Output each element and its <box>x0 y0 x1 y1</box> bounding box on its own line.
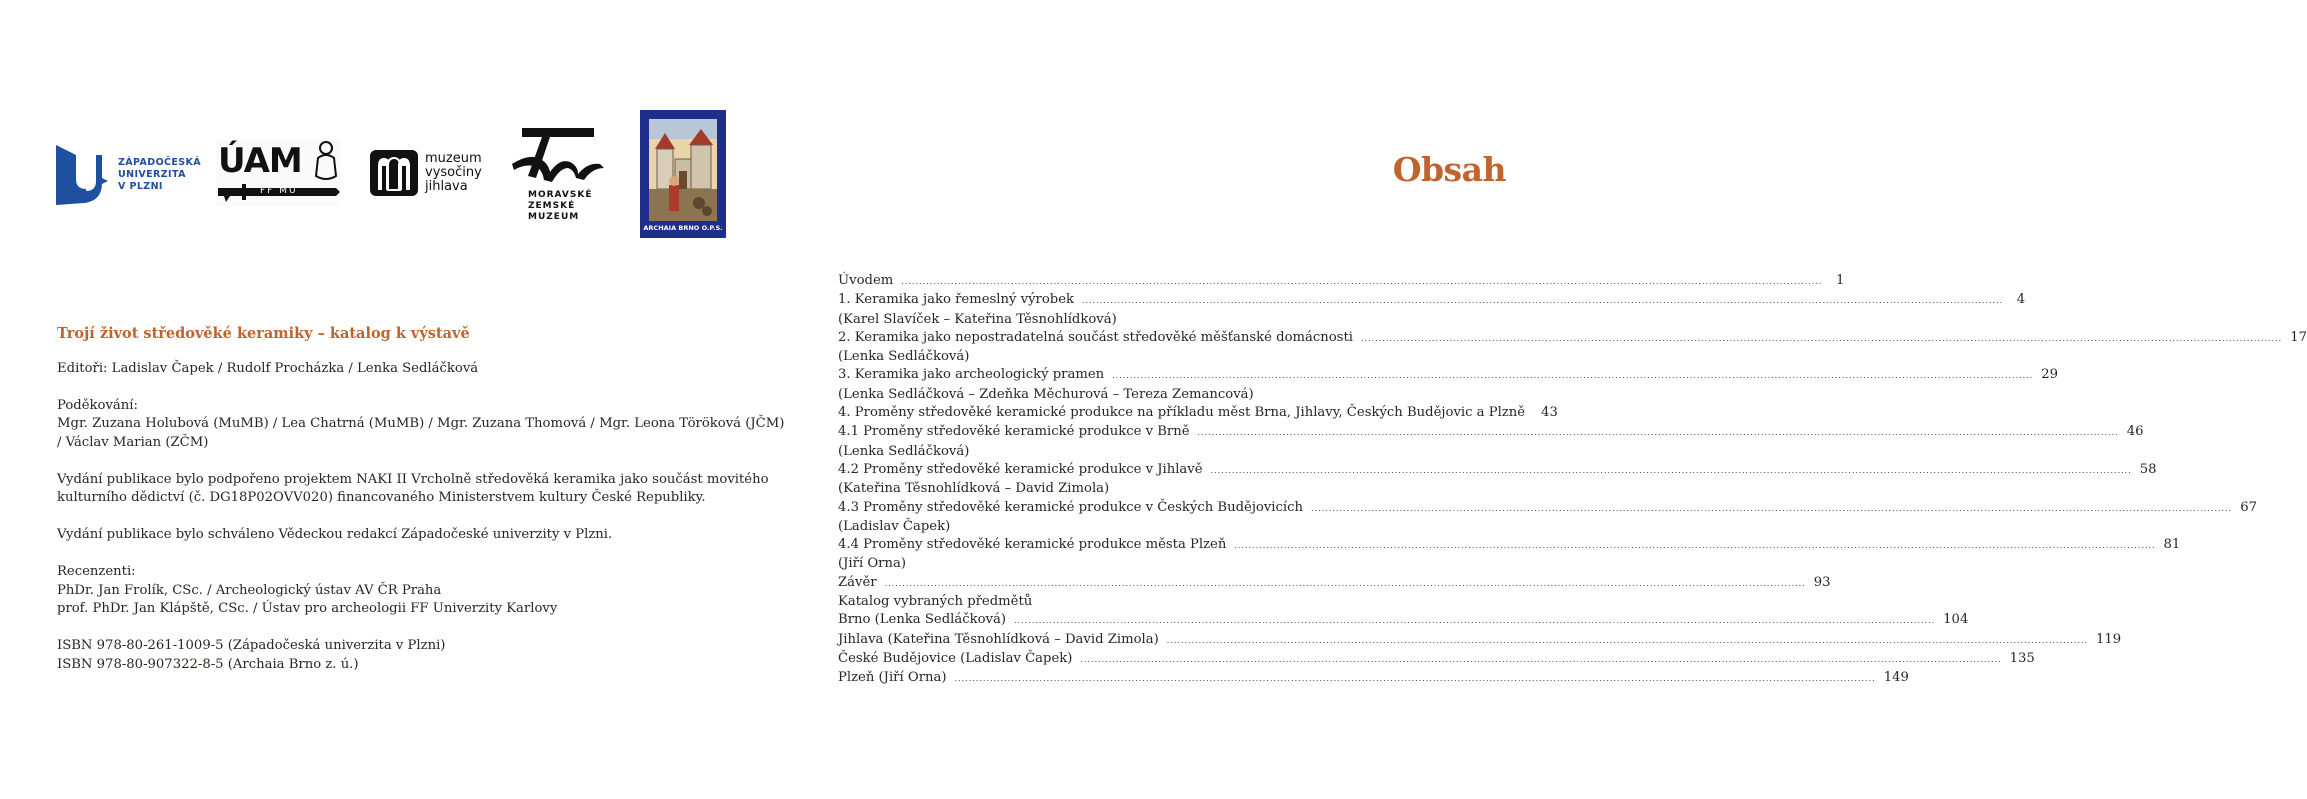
isbn: ISBN 978-80-261-1009-5 (Západočeská univerzita v Plzni) <box>57 638 446 653</box>
toc-page-number: 17 <box>2290 329 2307 345</box>
toc-page-number: 81 <box>2163 537 2181 553</box>
toc-page-number: 93 <box>1813 574 1831 590</box>
toc-page-number: 104 <box>1943 612 1969 628</box>
funding-note <box>57 471 769 508</box>
toc-entry-title: 4.2 Proměny středověké keramické produkce v Jihlavě <box>838 461 1203 477</box>
toc-dot-leader: .................................................................................................................................................................................................................................................................... <box>1082 296 2004 306</box>
zcu-line-2: UNIVERZITA <box>118 169 186 180</box>
toc-dot-leader: .................................................................................................................................................................................................................................................................... <box>1311 503 2233 513</box>
uam-logo <box>216 140 340 206</box>
toc-entry-title: Závěr <box>838 574 877 590</box>
reviewer: prof. PhDr. Jan Klápště, CSc. / Ústav pro archeologii FF Univerzity Karlovy <box>57 601 558 616</box>
mzm-line-1: MORAVSKÉ <box>528 190 593 200</box>
acknowledgements-line: / Václav Marian (ZČM) <box>57 434 209 450</box>
toc-entry-title: Brno (Lenka Sedláčková) <box>838 612 1006 628</box>
toc-dot-leader: .................................................................................................................................................................................................................................................................... <box>1234 541 2156 551</box>
toc-entry-title: Katalog vybraných předmětů <box>838 594 1033 610</box>
uam-logo-subtext: FF MU <box>260 186 298 196</box>
toc-entry[interactable] <box>838 499 2257 518</box>
isbn-block <box>57 637 757 674</box>
zcu-logo <box>56 145 202 205</box>
acknowledgements-line: Mgr. Zuzana Holubová (MuMB) / Lea Chatrná (MuMB) / Mgr. Zuzana Thomová / Mgr. Leona Töröková (JČM) <box>57 416 785 431</box>
zcu-line-3: V PLZNI <box>118 181 163 192</box>
acknowledgements <box>57 397 785 453</box>
table-of-contents <box>838 272 2307 689</box>
toc-entry[interactable] <box>838 593 1507 611</box>
editors: Editoři: Ladislav Čapek / Rudolf Procházka / Lenka Sedláčková <box>57 360 479 376</box>
mzm-text <box>528 190 592 223</box>
toc-entry[interactable] <box>838 574 1831 593</box>
toc-entry[interactable] <box>838 650 2035 669</box>
reviewer: PhDr. Jan Frolík, CSc. / Archeologický ústav AV ČR Praha <box>57 582 442 598</box>
toc-dot-leader: .................................................................................................................................................................................................................................................................... <box>1361 333 2283 343</box>
toc-dot-leader: .................................................................................................................................................................................................................................................................... <box>1197 428 2119 438</box>
toc-entry-authors: (Kateřina Těsnohlídková – David Zimola) <box>838 481 1110 497</box>
toc-entry-title: 2. Keramika jako nepostradatelná součást středověké měšťanské domácnosti <box>838 329 1354 345</box>
toc-entry-title: 3. Keramika jako archeologický pramen <box>838 367 1105 383</box>
toc-entry-authors: (Ladislav Čapek) <box>838 518 951 534</box>
toc-entry-authors: (Karel Slavíček – Kateřina Těsnohlídková) <box>838 311 1117 327</box>
muzeum-vysociny-emblem-icon <box>370 150 418 196</box>
toc-entry-title: 4.3 Proměny středověké keramické produkce v Českých Budějovicích <box>838 499 1304 515</box>
isbn: ISBN 978-80-907322-8-5 (Archaia Brno z. ú.) <box>57 656 359 672</box>
toc-entry[interactable] <box>838 536 2181 555</box>
book-title: Trojí život středověké keramiky – katalog k výstavě <box>57 325 470 342</box>
reviewers-label: Recenzenti: <box>57 564 136 579</box>
toc-page-number: 58 <box>2139 461 2157 477</box>
mzm-line-3: MUZEUM <box>528 212 580 222</box>
acknowledgements-label: Poděkování: <box>57 397 138 413</box>
mv-line-3: jihlava <box>425 179 468 194</box>
toc-dot-leader: .................................................................................................................................................................................................................................................................... <box>1166 635 2088 645</box>
toc-entry[interactable] <box>838 669 1909 688</box>
mv-line-1: muzeum <box>425 151 482 166</box>
uam-logo-text: ÚAM <box>218 141 302 181</box>
toc-entry[interactable] <box>838 423 2144 442</box>
toc-page-number: 1 <box>1836 273 1845 288</box>
toc-entry-authors: (Lenka Sedláčková – Zdeňka Měchurová – Tereza Zemancová) <box>838 386 1254 402</box>
toc-dot-leader: .................................................................................................................................................................................................................................................................... <box>1210 465 2132 475</box>
toc-page-number: 43 <box>1541 405 1558 421</box>
toc-page-number: 135 <box>2009 650 2035 666</box>
funding-line: kulturního dědictví (č. DG18P02OVV020) financovaného Ministerstvem kultury České Republiky. <box>57 490 706 505</box>
contents-heading: Obsah <box>1392 150 1506 189</box>
toc-entry[interactable] <box>838 329 2307 348</box>
toc-entry-authors: (Jiří Orna) <box>838 556 906 572</box>
toc-dot-leader: .................................................................................................................................................................................................................................................................... <box>954 674 1876 684</box>
toc-entry-title: Jihlava (Kateřina Těsnohlídková – David Zimola) <box>838 631 1159 647</box>
reviewers <box>57 563 757 619</box>
toc-entry-title: Úvodem <box>838 273 894 288</box>
toc-page-number: 119 <box>2095 631 2122 647</box>
toc-page-number: 4 <box>2016 292 2026 308</box>
mv-line-2: vysočiny <box>425 165 482 180</box>
archaia-logo-text: ARCHAIA BRNO O.P.S. <box>643 224 723 232</box>
toc-page-number: 29 <box>2041 367 2059 383</box>
toc-page-number: 149 <box>1883 670 1909 686</box>
mzm-emblem-icon <box>508 128 608 190</box>
zcu-emblem-icon <box>56 145 110 205</box>
toc-page-number: 46 <box>2126 424 2144 440</box>
muzeum-vysociny-logo <box>370 150 490 206</box>
figurine-icon <box>312 140 340 184</box>
toc-entry-title: 4.4 Proměny středověké keramické produkce města Plzeň <box>838 537 1227 553</box>
muzeum-vysociny-text <box>425 152 482 194</box>
toc-dot-leader: .................................................................................................................................................................................................................................................................... <box>1080 654 2002 664</box>
toc-dot-leader: .................................................................................................................................................................................................................................................................... <box>901 277 1823 286</box>
zcu-logo-text <box>118 157 201 193</box>
toc-page-number: 67 <box>2240 499 2257 515</box>
toc-entry[interactable] <box>838 404 1558 423</box>
toc-entry[interactable] <box>838 611 1969 630</box>
toc-entry-title: 1. Keramika jako řemeslný výrobek <box>838 292 1075 308</box>
toc-entry-authors: (Lenka Sedláčková) <box>838 349 970 365</box>
toc-dot-leader: .................................................................................................................................................................................................................................................................... <box>1014 616 1936 626</box>
archaia-logo <box>640 110 726 238</box>
toc-entry[interactable] <box>838 291 2026 310</box>
mzm-line-2: ZEMSKÉ <box>528 201 576 211</box>
mzm-logo <box>508 128 618 228</box>
funding-line: Vydání publikace bylo podpořeno projektem NAKI II Vrcholně středověká keramika jako součást movitého <box>57 471 769 487</box>
zcu-line-1: ZÁPADOČESKÁ <box>118 157 202 168</box>
toc-entry[interactable] <box>838 272 1845 291</box>
toc-dot-leader: .................................................................................................................................................................................................................................................................... <box>884 578 1806 588</box>
toc-entry[interactable] <box>838 631 2122 650</box>
approval-note: Vydání publikace bylo schváleno Vědeckou redakcí Západočeské univerzity v Plzni. <box>57 527 613 542</box>
toc-entry-title: 4.1 Proměny středověké keramické produkce v Brně <box>838 424 1190 440</box>
colophon <box>57 325 785 693</box>
toc-entry-title: České Budějovice (Ladislav Čapek) <box>838 650 1073 666</box>
toc-entry-title: 4. Proměny středověké keramické produkce na příkladu měst Brna, Jihlavy, Českých Budějovic a Plzně <box>838 405 1526 421</box>
toc-entry[interactable] <box>838 366 2059 385</box>
toc-entry-title: Plzeň (Jiří Orna) <box>838 670 947 686</box>
toc-entry[interactable] <box>838 461 2157 480</box>
medieval-town-illustration-icon <box>649 119 717 221</box>
toc-dot-leader: .................................................................................................................................................................................................................................................................... <box>1112 371 2034 381</box>
toc-entry-authors: (Lenka Sedláčková) <box>838 443 970 459</box>
